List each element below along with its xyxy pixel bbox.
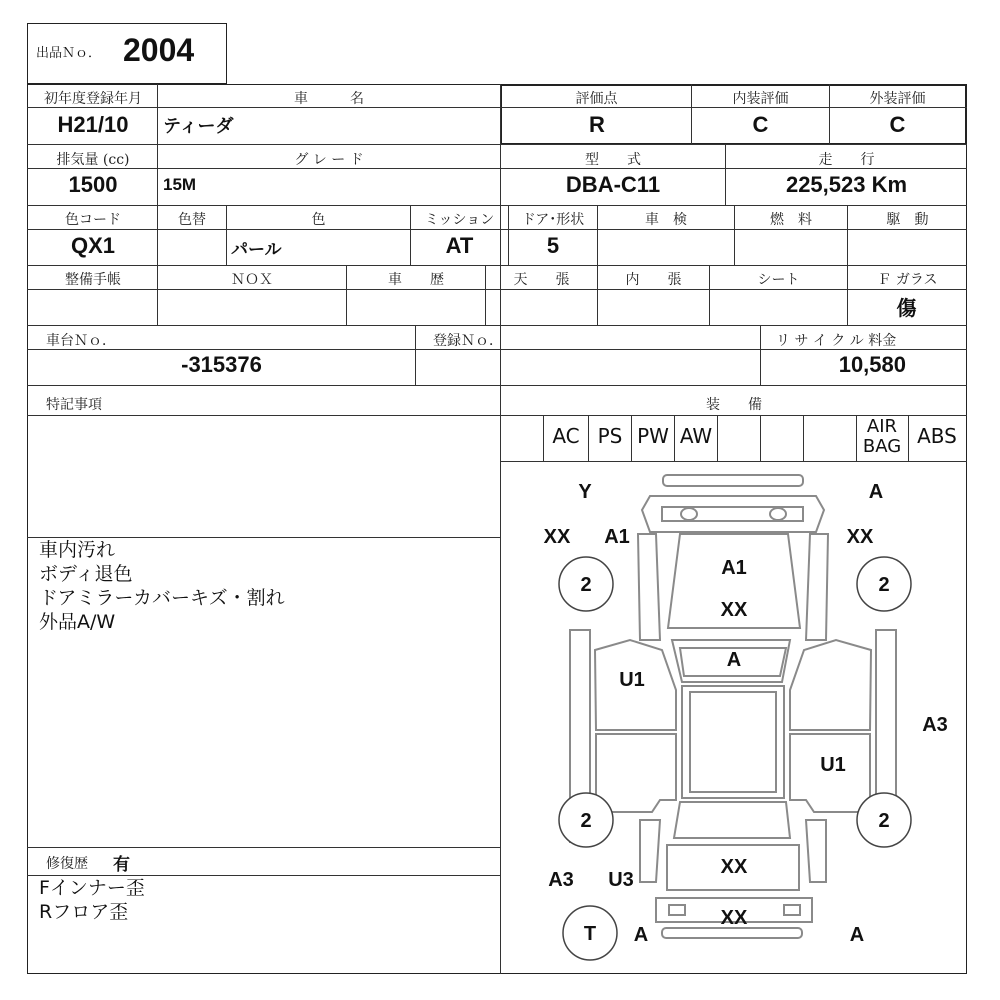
mark-rear-bumper-left: A — [633, 924, 649, 946]
header-mission: ミッション — [424, 212, 495, 228]
header-first-reg: 初年度登録年月 — [44, 91, 142, 107]
header-color-code: 色コード — [65, 212, 121, 228]
value-color-code: QX1 — [70, 233, 116, 258]
header-score: 評価点 — [575, 91, 618, 107]
value-chassis: -315376 — [181, 352, 262, 377]
notes-list — [39, 538, 285, 634]
header-notes: 特記事項 — [46, 397, 102, 413]
value-recycle: 10,580 — [838, 352, 906, 377]
header-recycle: リ サ イ ク ル 料金 — [776, 333, 897, 349]
mark-windshield: A — [726, 649, 742, 671]
car-diagram — [500, 462, 967, 974]
mark-wheel-rl: 2 — [580, 810, 592, 832]
mark-trunk: XX — [720, 856, 748, 878]
header-drive: 駆 動 — [886, 212, 929, 228]
header-displacement: 排気量 (cc) — [56, 152, 130, 168]
mark-front-bumper-left: Y — [578, 481, 592, 503]
header-f-glass: Ｆ ガラス — [877, 272, 938, 288]
mark-front-fender-left: XX — [543, 526, 571, 548]
header-grade: グ レ ー ド — [294, 152, 364, 168]
header-inspection: 車 検 — [645, 212, 687, 228]
header-seat: シート — [757, 272, 800, 288]
equip-airbag: AIR BAG — [862, 416, 902, 457]
value-car-name: ティーダ — [163, 116, 234, 137]
mark-hood-2: XX — [720, 599, 748, 621]
header-repaint: 色替 — [178, 212, 206, 228]
lot-label: 出品Ｎｏ． — [36, 46, 102, 61]
value-interior: C — [752, 112, 769, 137]
repair-note-line: Rフロア歪 — [39, 901, 129, 923]
value-mileage: 225,523 Km — [785, 172, 908, 197]
mark-hood-1: A1 — [721, 557, 747, 579]
header-car-name: 車 名 — [294, 91, 364, 107]
header-equipment: 装 備 — [706, 397, 762, 413]
value-repair: 有 — [113, 855, 130, 875]
mark-wheel-rr: 2 — [878, 810, 890, 832]
header-manual: 整備手帳 — [65, 272, 121, 288]
mark-rear-door-right: U1 — [820, 754, 846, 776]
header-mileage: 走 行 — [818, 152, 875, 168]
header-repair: 修復歴 — [46, 856, 88, 872]
mark-wheel-fr: 2 — [878, 574, 890, 596]
equip-aw: AW — [679, 424, 713, 448]
equip-ac: AC — [552, 424, 580, 448]
equip-abs: ABS — [917, 424, 957, 448]
value-door-shape: 5 — [546, 233, 560, 258]
repair-note-line: Fインナー歪 — [39, 877, 145, 899]
mark-rear-bumper: XX — [720, 907, 748, 929]
lot-number: 2004 — [123, 32, 195, 68]
value-first-reg: H21/10 — [57, 112, 129, 137]
header-history: 車 歴 — [388, 272, 444, 288]
header-exterior: 外装評価 — [869, 91, 926, 107]
equip-pw: PW — [637, 424, 669, 448]
mark-right-side: A3 — [922, 714, 948, 736]
value-color: パール — [231, 240, 282, 260]
note-line: 車内汚れ — [39, 539, 116, 561]
note-line: ボディ退色 — [39, 563, 133, 585]
value-displacement: 1500 — [68, 172, 118, 197]
mark-front-bumper-right: A — [868, 481, 884, 503]
header-roof: 天 張 — [513, 272, 570, 288]
header-model: 型 式 — [585, 152, 641, 168]
mark-wheel-fl: 2 — [580, 574, 592, 596]
mark-rear-bumper-right: A — [849, 924, 865, 946]
equip-ps: PS — [597, 424, 623, 448]
header-nox: ＮＯＸ — [231, 272, 273, 288]
header-reg-no: 登録Ｎｏ． — [433, 333, 503, 349]
mark-rear-fender-left: A3 — [548, 869, 574, 891]
mark-rear-quarter-left: U3 — [608, 869, 634, 891]
note-line: 外品A/W — [39, 611, 116, 633]
repair-notes-list — [39, 876, 145, 924]
header-interior: 内装評価 — [732, 91, 789, 107]
header-fuel: 燃 料 — [770, 212, 812, 228]
header-chassis: 車台Ｎｏ． — [46, 333, 116, 349]
value-score: R — [589, 112, 605, 137]
header-door-shape: ドア･形状 — [521, 212, 585, 228]
header-color: 色 — [311, 212, 326, 228]
mark-spare-tire: T — [583, 923, 597, 945]
mark-front-door-left: U1 — [619, 669, 645, 691]
value-mission: AT — [445, 233, 474, 258]
header-inner: 内 張 — [625, 272, 682, 288]
value-grade: 15M — [163, 175, 197, 194]
mark-front-fender-right: XX — [846, 526, 874, 548]
mark-a-pillar-left: A1 — [604, 526, 630, 548]
note-line: ドアミラーカバーキズ・割れ — [39, 587, 285, 609]
value-f-glass: 傷 — [896, 296, 917, 320]
value-model: DBA-C11 — [565, 172, 661, 197]
value-exterior: C — [889, 112, 906, 137]
